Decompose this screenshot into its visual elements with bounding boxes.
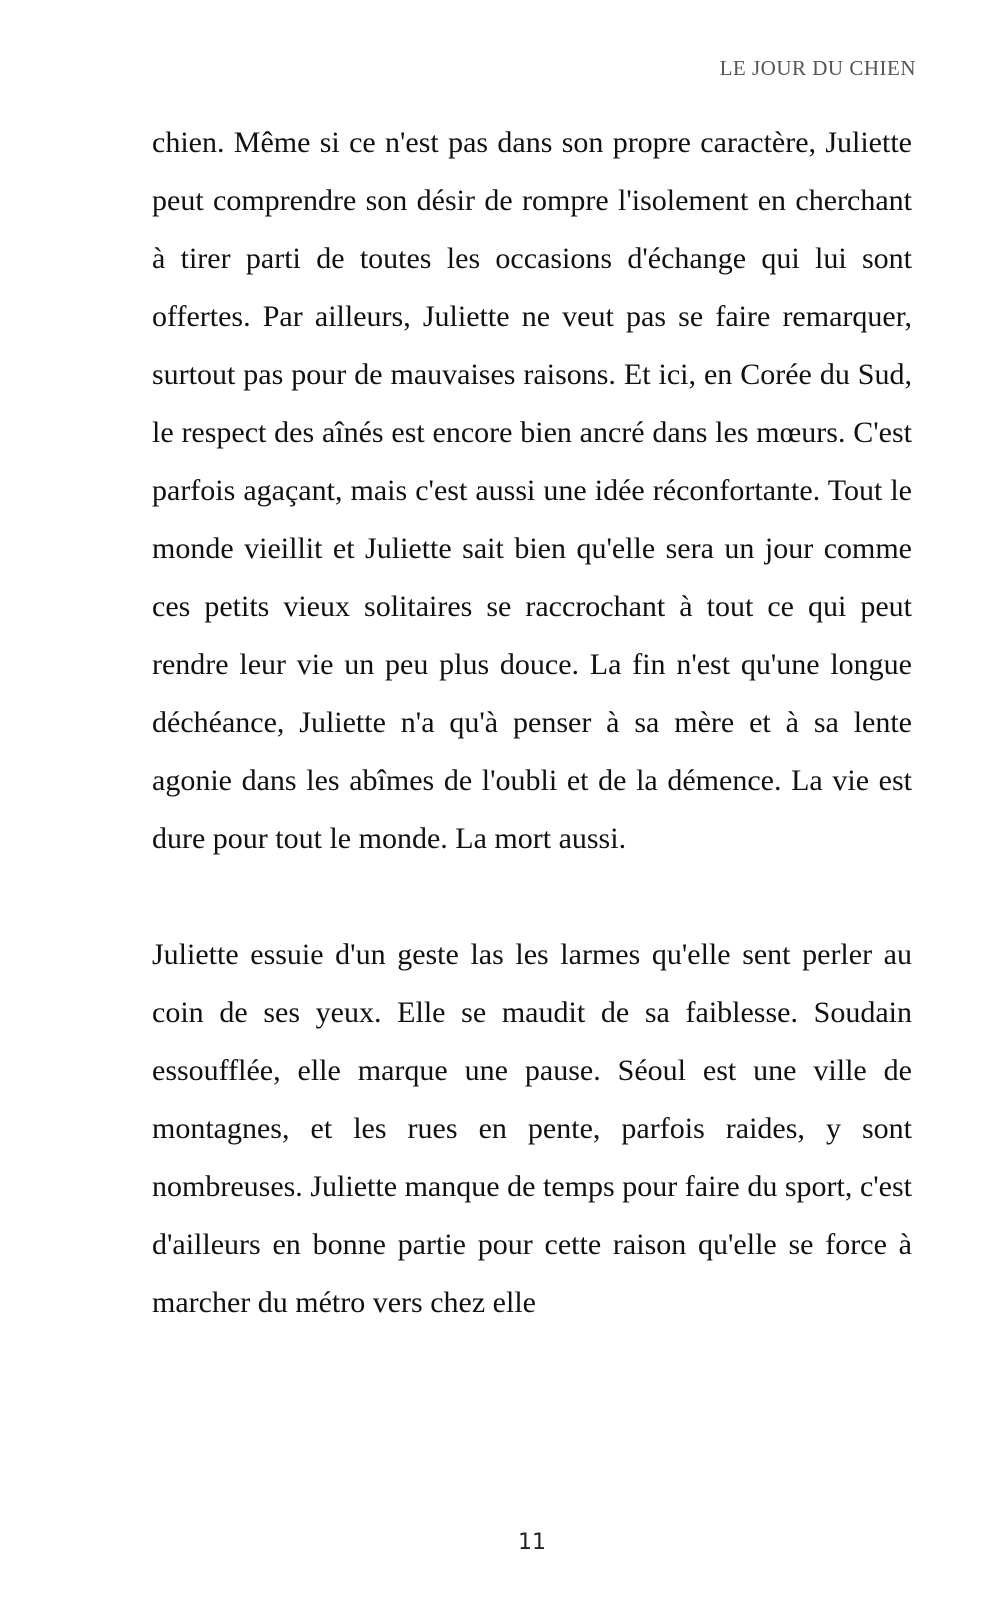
page-number: 11 <box>518 1530 546 1555</box>
text-body <box>152 114 912 1332</box>
paragraph-1: chien. Même si ce n'est pas dans son propre caractère, Juliette peut comprendre son désir de rompre l'isolement en cherchant à tirer parti de toutes les occasions d'échange qui lui sont offertes. Par ailleurs, Juliette ne veut pas se faire remarquer, surtout pas pour de mauvaises raisons. Et ici, en Corée du Sud, le respect des aînés est encore bien ancré dans les mœurs. C'est parfois agaçant, mais c'est aussi une idée réconfortante. Tout le monde vieillit et Juliette sait bien qu'elle sera un jour comme ces petits vieux solitaires se raccrochant à tout ce qui peut rendre leur vie un peu plus douce. La fin n'est qu'une longue déchéance, Juliette n'a qu'à penser à sa mère et à sa lente agonie dans les abîmes de l'oubli et de la démence. La vie est dure pour tout le monde. La mort aussi. <box>152 126 912 855</box>
paragraph-2: Juliette essuie d'un geste las les larmes qu'elle sent perler au coin de ses yeux. Elle se maudit de sa faiblesse. Soudain essoufflée, elle marque une pause. Séoul est une ville de montagnes, et les rues en pente, parfois raides, y sont nombreuses. Juliette manque de temps pour faire du sport, c'est d'ailleurs en bonne partie pour cette raison qu'elle se force à marcher du métro vers chez elle <box>152 938 912 1319</box>
running-header: LE JOUR DU CHIEN <box>719 56 916 80</box>
